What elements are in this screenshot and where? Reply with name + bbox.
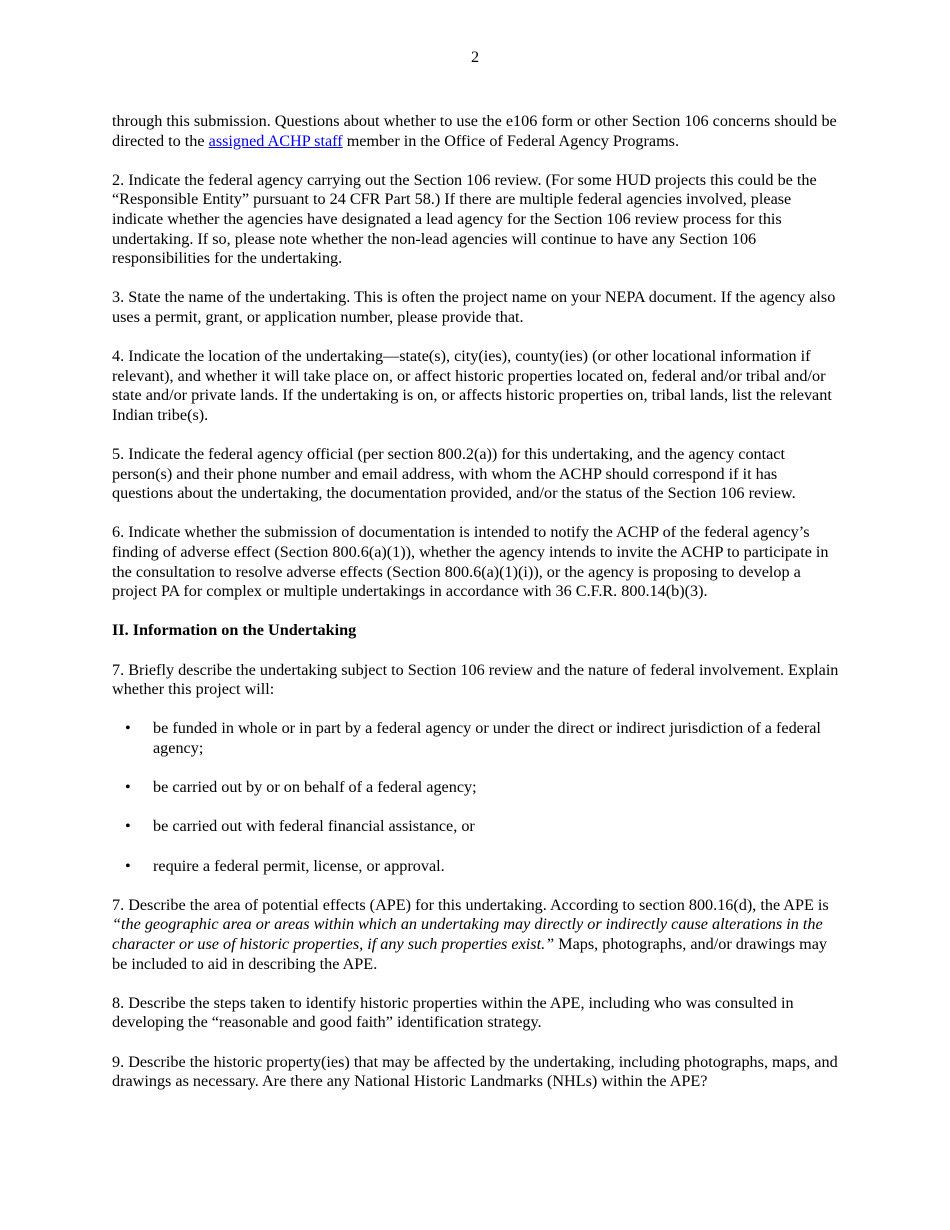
bullet-icon: • <box>125 778 131 797</box>
item-9-paragraph: 9. Describe the historic property(ies) that may be affected by the undertaking, including photographs, maps, and drawings as necessary. Are there any National Historic Landmarks (NHLs) within the APE? <box>112 1052 838 1091</box>
list-item-text: be carried out with federal financial assistance, or <box>153 817 475 836</box>
list-item <box>112 857 842 877</box>
item-5-paragraph: 5. Indicate the federal agency official (per section 800.2(a)) for this undertaking, and the agency contact person(s) and their phone number and email address, with whom the ACHP should correspond if it has questions about the undertaking, the documentation provided, and/or the status of the Section 106 review. <box>112 445 796 503</box>
item-2-paragraph: 2. Indicate the federal agency carrying out the Section 106 review. (For some HUD projects this could be the “Responsible Entity” pursuant to 24 CFR Part 58.) If there are multiple federal agencies involved, please indicate whether the agencies have designated a lead agency for the Section 106 review process for this undertaking. If so, please note whether the non-lead agencies will continue to have any Section 106 responsibilities for the undertaking. <box>112 170 817 268</box>
ape-definition-quote: “the geographic area or areas within which an undertaking may directly or indirectly cause alterations in the character or use of historic properties, if any such properties exist.” <box>112 915 823 953</box>
list-item <box>112 719 842 758</box>
item-4-paragraph: 4. Indicate the location of the undertaking—state(s), city(ies), county(ies) (or other locational information if relevant), and whether it will take place on, or affect historic properties located on, federal and/or tribal and/or state and/or private lands. If the undertaking is on, or affects historic properties on, tribal lands, list the relevant Indian tribe(s). <box>112 347 832 424</box>
list-item-text: require a federal permit, license, or approval. <box>153 856 445 875</box>
item-6-paragraph: 6. Indicate whether the submission of documentation is intended to notify the ACHP of the federal agency’s finding of adverse effect (Section 800.6(a)(1)), whether the agency intends to invite the ACHP to participate in the consultation to resolve adverse effects (Section 800.6(a)(1)(i)), or the agency is proposing to develop a project PA for complex or multiple undertakings in accordance with 36 C.F.R. 800.14(b)(3). <box>112 523 829 601</box>
list-item-text: be carried out by or on behalf of a federal agency; <box>153 778 477 797</box>
assigned-achp-staff-link[interactable]: assigned ACHP staff <box>208 131 343 150</box>
intro-text-after-link: member in the Office of Federal Agency Programs. <box>342 131 680 150</box>
bullet-icon: • <box>125 817 131 836</box>
page-number: 2 <box>470 48 480 66</box>
item-7a-paragraph: 7. Briefly describe the undertaking subject to Section 106 review and the nature of federal involvement. Explain whether this project will: <box>112 660 839 699</box>
intro-text-before-link: through this submission. Questions about whether to use the e106 form or other Section 106 concerns should be directed to the <box>112 112 837 150</box>
bullet-icon: • <box>125 856 131 875</box>
list-item <box>112 817 842 837</box>
item-7b-paragraph <box>112 896 842 974</box>
bullet-icon: • <box>125 719 131 738</box>
item-7b-text-after-quote: Maps, photographs, and/or drawings may be included to aid in describing the APE. <box>112 934 828 973</box>
federal-involvement-list <box>112 719 842 876</box>
item-3-paragraph: 3. State the name of the undertaking. This is often the project name on your NEPA document. If the agency also uses a permit, grant, or application number, please provide that. <box>112 288 836 326</box>
section-heading: II. Information on the Undertaking <box>112 621 357 640</box>
list-item <box>112 778 842 798</box>
intro-paragraph <box>112 112 842 151</box>
list-item-text: be funded in whole or in part by a federal agency or under the direct or indirect jurisdiction of a federal agency; <box>153 719 821 757</box>
item-8-paragraph: 8. Describe the steps taken to identify historic properties within the APE, including who was consulted in developing the “reasonable and good faith” identification strategy. <box>112 993 794 1032</box>
item-7b-text-before-quote: 7. Describe the area of potential effects (APE) for this undertaking. According to section 800.16(d), the APE is <box>112 895 829 914</box>
document-body <box>112 112 842 1111</box>
